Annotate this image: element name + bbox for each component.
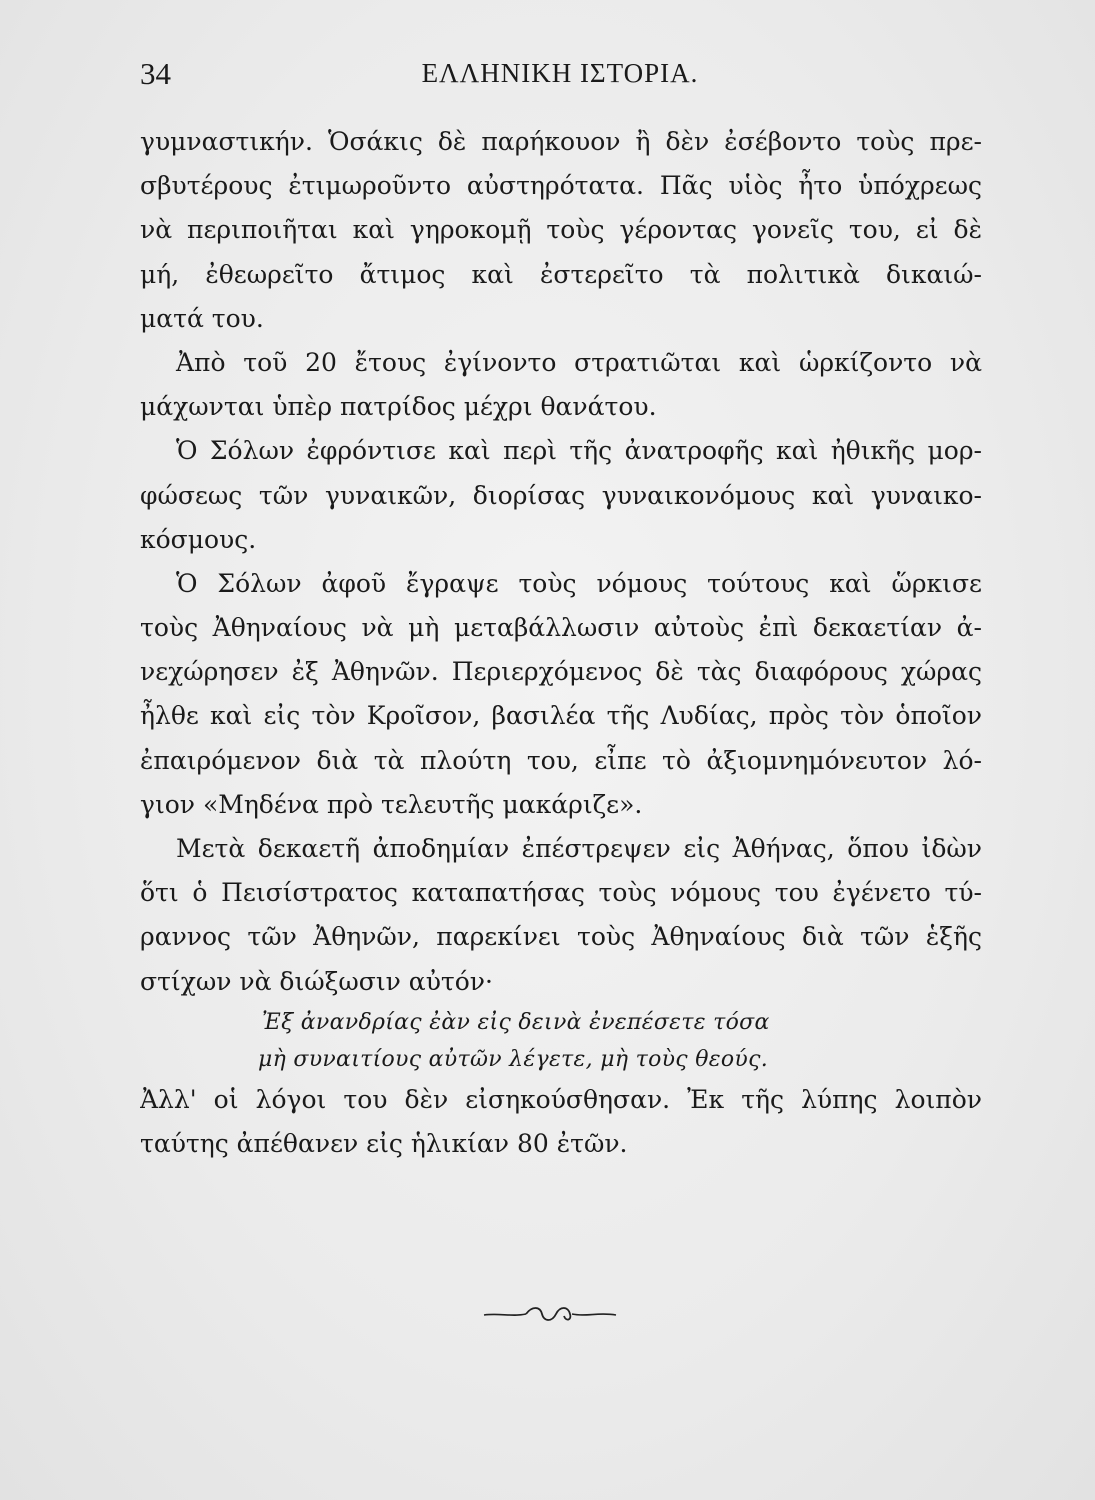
page-body — [140, 120, 982, 1166]
text-line: γιον «Μηδένα πρὸ τελευτῆς μακάριζε». — [140, 789, 643, 819]
paragraph-upbringing — [140, 120, 982, 341]
paragraph-peisistratos — [140, 827, 982, 1004]
text-line: στίχων νὰ διώξωσιν αὐτόν· — [140, 966, 493, 996]
text-line: νὰ περιποιῆται καὶ γηροκομῇ τοὺς γέροντας γονεῖς του, εἰ δὲ — [140, 215, 982, 245]
text-line: Ἀπὸ τοῦ 20 ἔτους ἐγίνοντο στρατιῶται καὶ ὡρκίζοντο νὰ — [176, 347, 982, 377]
text-line: Ὁ Σόλων ἐφρόντισε καὶ περὶ τῆς ἀνατροφῆς καὶ ἠθικῆς μορ- — [176, 436, 982, 466]
text-line: γυμναστικήν. Ὁσάκις δὲ παρήκουον ἢ δὲν ἐσέβοντο τοὺς πρε- — [140, 127, 982, 156]
paragraph-women — [140, 429, 982, 562]
text-line: Ὁ Σόλων ἀφοῦ ἔγραψε τοὺς νόμους τούτους καὶ ὥρκισε — [176, 568, 982, 598]
page-number: 34 — [140, 56, 171, 91]
text-line: ταύτης ἀπέθανεν εἰς ἡλικίαν 80 ἐτῶν. — [140, 1128, 628, 1158]
paragraph-soldiers — [140, 341, 982, 429]
text-line: σβυτέρους ἐτιμωροῦντο αὐστηρότατα. Πᾶς υἱὸς ἦτο ὑπόχρεως — [140, 171, 982, 201]
text-line: ὅτι ὁ Πεισίστρατος καταπατήσας τοὺς νόμους του ἐγένετο τύ- — [140, 878, 982, 908]
page-header — [140, 56, 980, 100]
running-title: ΕΛΛΗΝΙΚΗ ΙΣΤΟΡΙΑ. — [421, 58, 699, 88]
paragraph-closing — [140, 1078, 982, 1166]
text-line: κόσμους. — [140, 524, 257, 554]
text-line: Ἀλλ' οἱ λόγοι του δὲν εἰσηκούσθησαν. Ἐκ τῆς λύπης λοιπὸν — [140, 1084, 982, 1114]
verse-line: μὴ συναιτίους αὐτῶν λέγετε, μὴ τοὺς θεούς. — [258, 1046, 768, 1072]
paragraph-croesus — [140, 562, 982, 827]
end-ornament-icon — [480, 1302, 620, 1326]
text-line: νεχώρησεν ἐξ Ἀθηνῶν. Περιερχόμενος δὲ τὰς διαφόρους χώρας — [140, 657, 982, 687]
text-line: ραννος τῶν Ἀθηνῶν, παρεκίνει τοὺς Ἀθηναίους διὰ τῶν ἑξῆς — [140, 922, 982, 952]
verse-quote — [140, 1004, 982, 1078]
text-line: ματά του. — [140, 303, 264, 333]
text-line: μή, ἐθεωρεῖτο ἄτιμος καὶ ἐστερεῖτο τὰ πολιτικὰ δικαιώ- — [140, 259, 982, 289]
text-line: ἐπαιρόμενον διὰ τὰ πλούτη του, εἶπε τὸ ἀξιομνημόνευτον λό- — [140, 745, 982, 775]
text-line: φώσεως τῶν γυναικῶν, διορίσας γυναικονόμους καὶ γυναικο- — [140, 480, 982, 510]
text-line: μάχωνται ὑπὲρ πατρίδος μέχρι θανάτου. — [140, 392, 657, 422]
verse-line: Ἐξ ἀνανδρίας ἐὰν εἰς δεινὰ ἐνεπέσετε τόσα — [262, 1009, 770, 1035]
text-line: ἦλθε καὶ εἰς τὸν Κροῖσον, βασιλέα τῆς Λυδίας, πρὸς τὸν ὁποῖον — [140, 701, 982, 731]
text-line: Μετὰ δεκαετῆ ἀποδημίαν ἐπέστρεψεν εἰς Ἀθήνας, ὅπου ἰδὼν — [176, 834, 982, 863]
text-line: τοὺς Ἀθηναίους νὰ μὴ μεταβάλλωσιν αὐτοὺς ἐπὶ δεκαετίαν ἀ- — [140, 613, 982, 643]
